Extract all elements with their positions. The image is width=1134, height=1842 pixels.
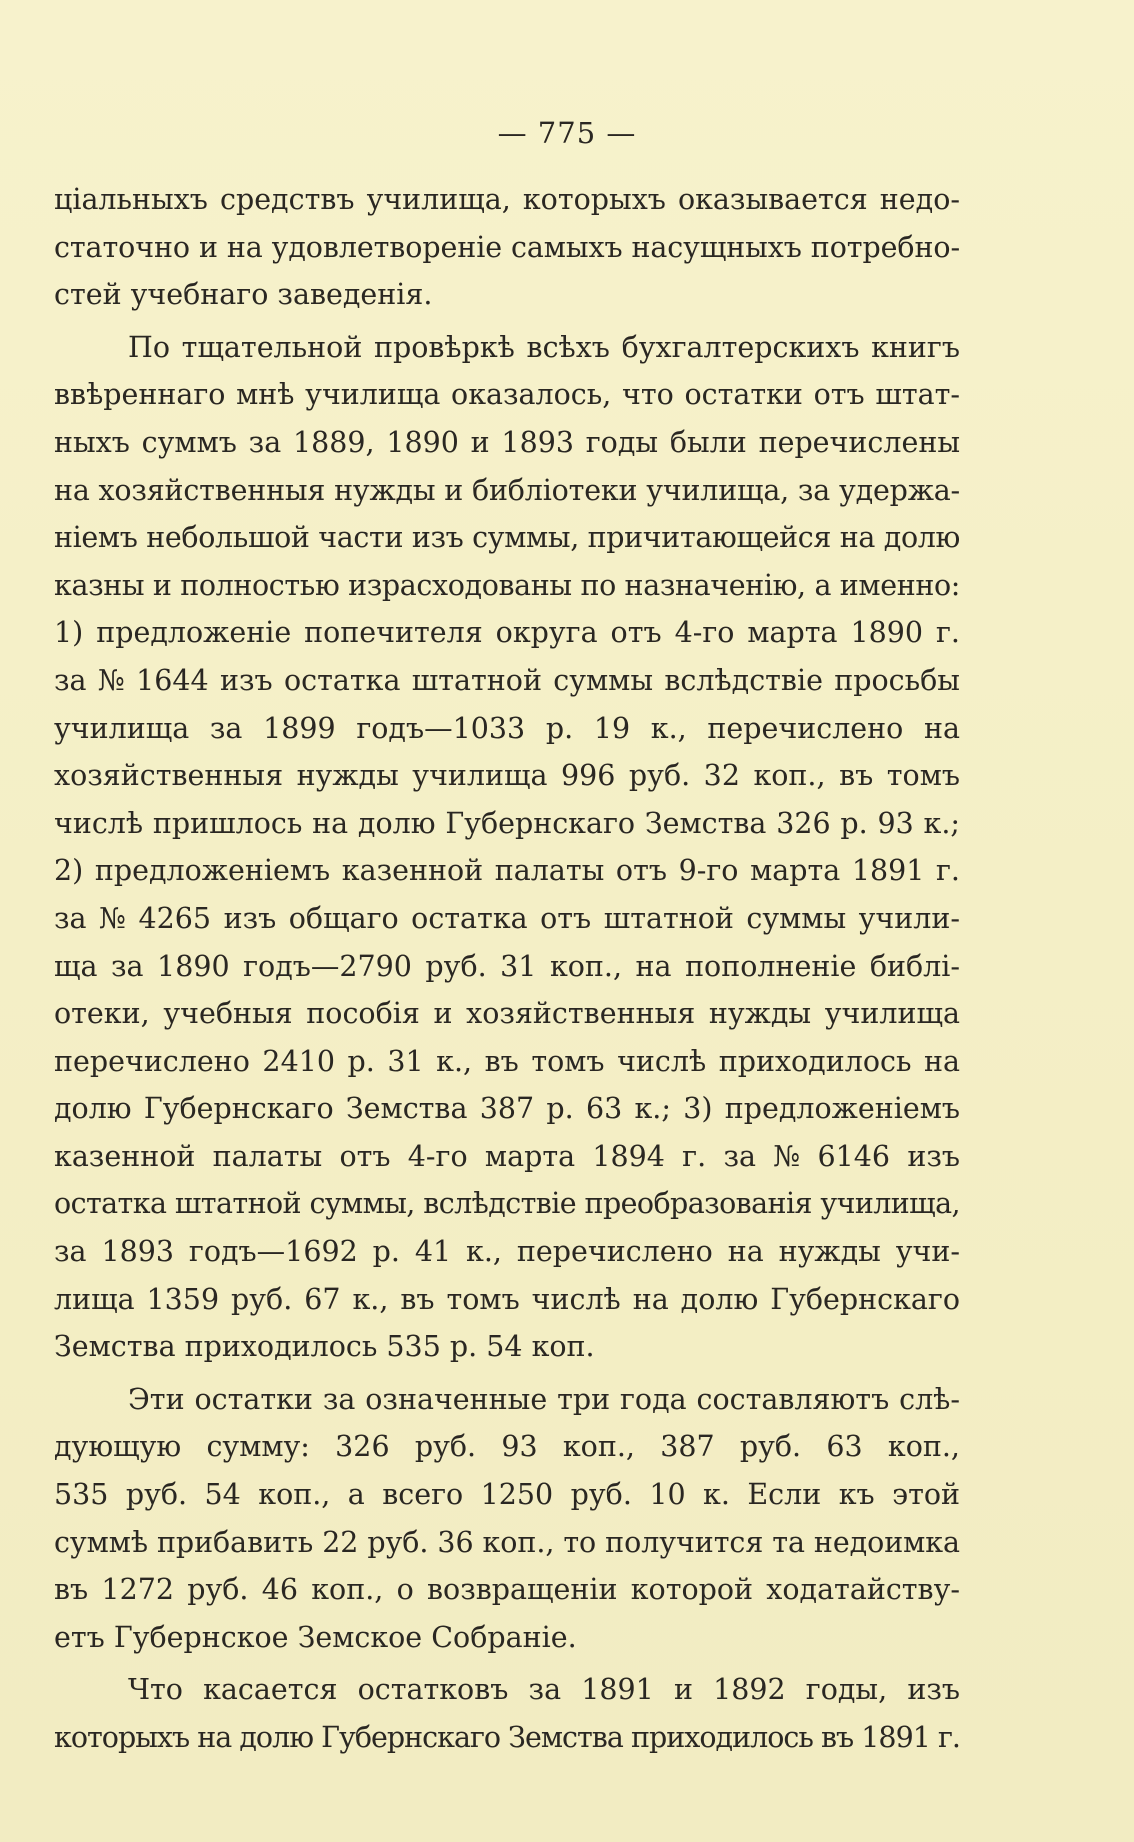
paragraph-1	[54, 176, 960, 319]
text-line: числѣ пришлось на долю Губернскаго Земства 326 р. 93 к.;	[54, 806, 960, 840]
text-line: училища за 1899 годъ—1033 р. 19 к., перечислено на	[54, 711, 960, 745]
text-line: за № 4265 изъ общаго остатка отъ штатной суммы учили-	[54, 901, 960, 935]
text-line: статочно и на удовлетвореніе самыхъ насущныхъ потребно-	[54, 230, 960, 264]
text-line: 1) предложеніе попечителя округа отъ 4-го марта 1890 г.	[54, 616, 960, 650]
text-line: стей учебнаго заведенія.	[54, 278, 433, 312]
text-line: Земства приходилось 535 р. 54 коп.	[54, 1330, 595, 1364]
text-line: 2) предложеніемъ казенной палаты отъ 9-го марта 1891 г.	[54, 854, 960, 888]
text-line: ніемъ небольшой части изъ суммы, причитающейся на долю	[54, 521, 960, 555]
text-line: долю Губернскаго Земства 387 р. 63 к.; 3) предложеніемъ	[54, 1092, 960, 1126]
page-number: — 775 —	[497, 116, 637, 150]
text-line: остатка штатной суммы, вслѣдствіе преобразованія училища,	[54, 1187, 960, 1221]
text-line: перечислено 2410 р. 31 к., въ томъ числѣ приходилось на	[54, 1044, 960, 1078]
text-line: етъ Губернское Земское Собраніе.	[54, 1620, 577, 1654]
text-line: казны и полностью израсходованы по назначенію, а именно:	[54, 568, 960, 602]
text-line: за № 1644 изъ остатка штатной суммы вслѣдствіе просьбы	[54, 663, 960, 697]
text-line: которыхъ на долю Губернскаго Земства приходилось въ 1891 г.	[54, 1721, 960, 1754]
paragraph-3	[54, 1376, 960, 1662]
text-line: ща за 1890 годъ—2790 руб. 31 коп., на пополненіе библі-	[54, 949, 960, 983]
text-line: за 1893 годъ—1692 р. 41 к., перечислено на нужды учи-	[54, 1235, 960, 1269]
text-line: ввѣреннаго мнѣ училища оказалось, что остатки отъ штат-	[54, 378, 960, 412]
paragraph-2	[54, 324, 960, 1371]
text-line: ціальныхъ средствъ училища, которыхъ оказывается недо-	[54, 183, 960, 216]
text-line: По тщательной провѣркѣ всѣхъ бухгалтерскихъ книгъ	[128, 330, 960, 364]
text-line: ныхъ суммъ за 1889, 1890 и 1893 годы были перечислены	[54, 425, 960, 459]
text-line: дующую сумму: 326 руб. 93 коп., 387 руб. 63 коп.,	[54, 1430, 960, 1464]
body-text	[54, 176, 960, 1762]
text-line: на хозяйственныя нужды и библіотеки училища, за удержа-	[54, 473, 960, 507]
text-line: Что касается остатковъ за 1891 и 1892 годы, изъ	[128, 1673, 960, 1707]
text-line: отеки, учебныя пособія и хозяйственныя нужды училища	[54, 997, 960, 1031]
text-line: казенной палаты отъ 4-го марта 1894 г. за № 6146 изъ	[54, 1139, 960, 1173]
text-line: въ 1272 руб. 46 коп., о возвращеніи которой ходатайству-	[54, 1573, 960, 1607]
text-line: хозяйственныя нужды училища 996 руб. 32 коп., въ томъ	[54, 759, 960, 793]
paragraph-4	[54, 1666, 960, 1761]
text-line: лища 1359 руб. 67 к., въ томъ числѣ на долю Губернскаго	[54, 1282, 960, 1316]
text-line: суммѣ прибавить 22 руб. 36 коп., то получится та недоимка	[54, 1525, 960, 1559]
text-line: 535 руб. 54 коп., а всего 1250 руб. 10 к. Если къ этой	[54, 1478, 960, 1512]
text-line: Эти остатки за означенные три года составляютъ слѣ-	[128, 1382, 960, 1416]
